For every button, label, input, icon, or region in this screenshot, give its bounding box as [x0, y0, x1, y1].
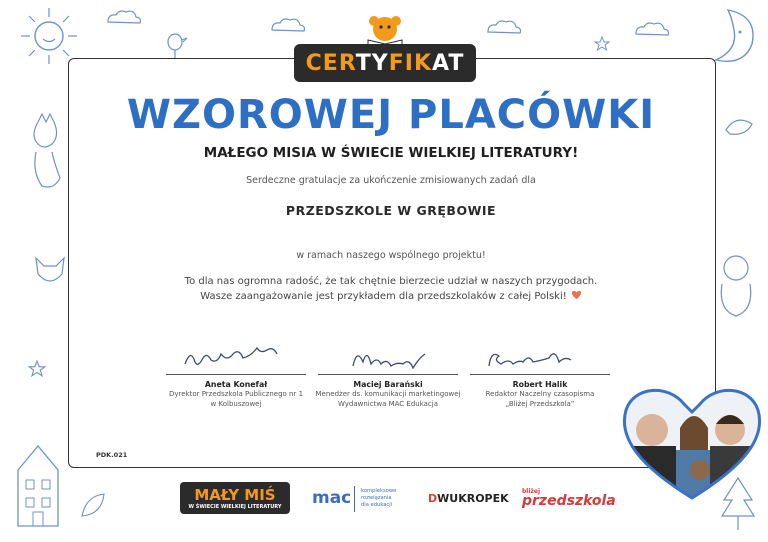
- signature-block-1: Aneta Konefał Dyrektor Przedszkola Publicznego nr 1 w Kolbuszowej: [156, 346, 316, 409]
- bird-doodle-icon: [160, 28, 190, 62]
- project-text: w ramach naszego wspólnego projektu!: [296, 250, 486, 261]
- bear-reading-icon: [362, 14, 408, 48]
- signature-scribble: [171, 346, 301, 372]
- signature-block-3: Robert Halik Redaktor Naczelny czasopisma „Bliżej Przedszkola”: [460, 346, 620, 409]
- sponsor-logos: [0, 480, 768, 520]
- bird-doodle-icon: [722, 112, 758, 142]
- mac-tagline: kompleksowe rozwiązania dla edukacji: [361, 488, 397, 508]
- cloud-doodle-icon: [104, 8, 144, 26]
- certificate-code: PDK.021: [96, 451, 128, 459]
- signature-scribble: [323, 346, 453, 372]
- cloud-doodle-icon: [268, 16, 308, 34]
- star-doodle-icon: [594, 36, 610, 52]
- cloud-doodle-icon: [632, 20, 672, 38]
- signature-scribble: [475, 346, 605, 372]
- certificate-title: WZOROWEJ PLACÓWKI: [126, 92, 656, 138]
- school-name: PRZEDSZKOLE W GRĘBOWIE: [285, 203, 497, 218]
- star-doodle-icon: [28, 360, 46, 378]
- cloud-doodle-icon: [484, 18, 524, 36]
- bear-doodle-icon: [712, 250, 760, 320]
- mac-logo: mac: [312, 488, 352, 508]
- certificate-badge: [294, 44, 476, 82]
- joy-text-line2: Wasze zaangażowanie jest przykładem dla przedszkolaków z całej Polski!: [68, 290, 714, 302]
- sun-doodle-icon: [14, 6, 84, 66]
- joy-text-line1: To dla nas ogromna radość, że tak chętnie bierzecie udział w naszych przygodach.: [184, 276, 598, 287]
- dwukropek-logo: DWUKROPEK: [428, 492, 509, 505]
- blizej-przedszkola-logo: bliżej przedszkola: [522, 488, 616, 509]
- heart-icon: [571, 290, 582, 300]
- signature-block-2: Maciej Barański Menedżer ds. komunikacji marketingowej Wydawnictwa MAC Edukacja: [308, 346, 468, 409]
- fox-doodle-icon: [30, 250, 70, 290]
- badge-title: CERTYFIKAT: [305, 50, 465, 76]
- certificate-subtitle: MAŁEGO MISIA W ŚWIECIE WIELKIEJ LITERATURY!: [203, 145, 579, 161]
- congratulations-text: Serdeczne gratulacje za ukończenie zmisiowanych zadań dla: [246, 175, 536, 186]
- cat-doodle-icon: [28, 112, 66, 190]
- maly-mis-logo: MAŁY MIŚ W ŚWIECIE WIELKIEJ LITERATURY: [180, 482, 290, 514]
